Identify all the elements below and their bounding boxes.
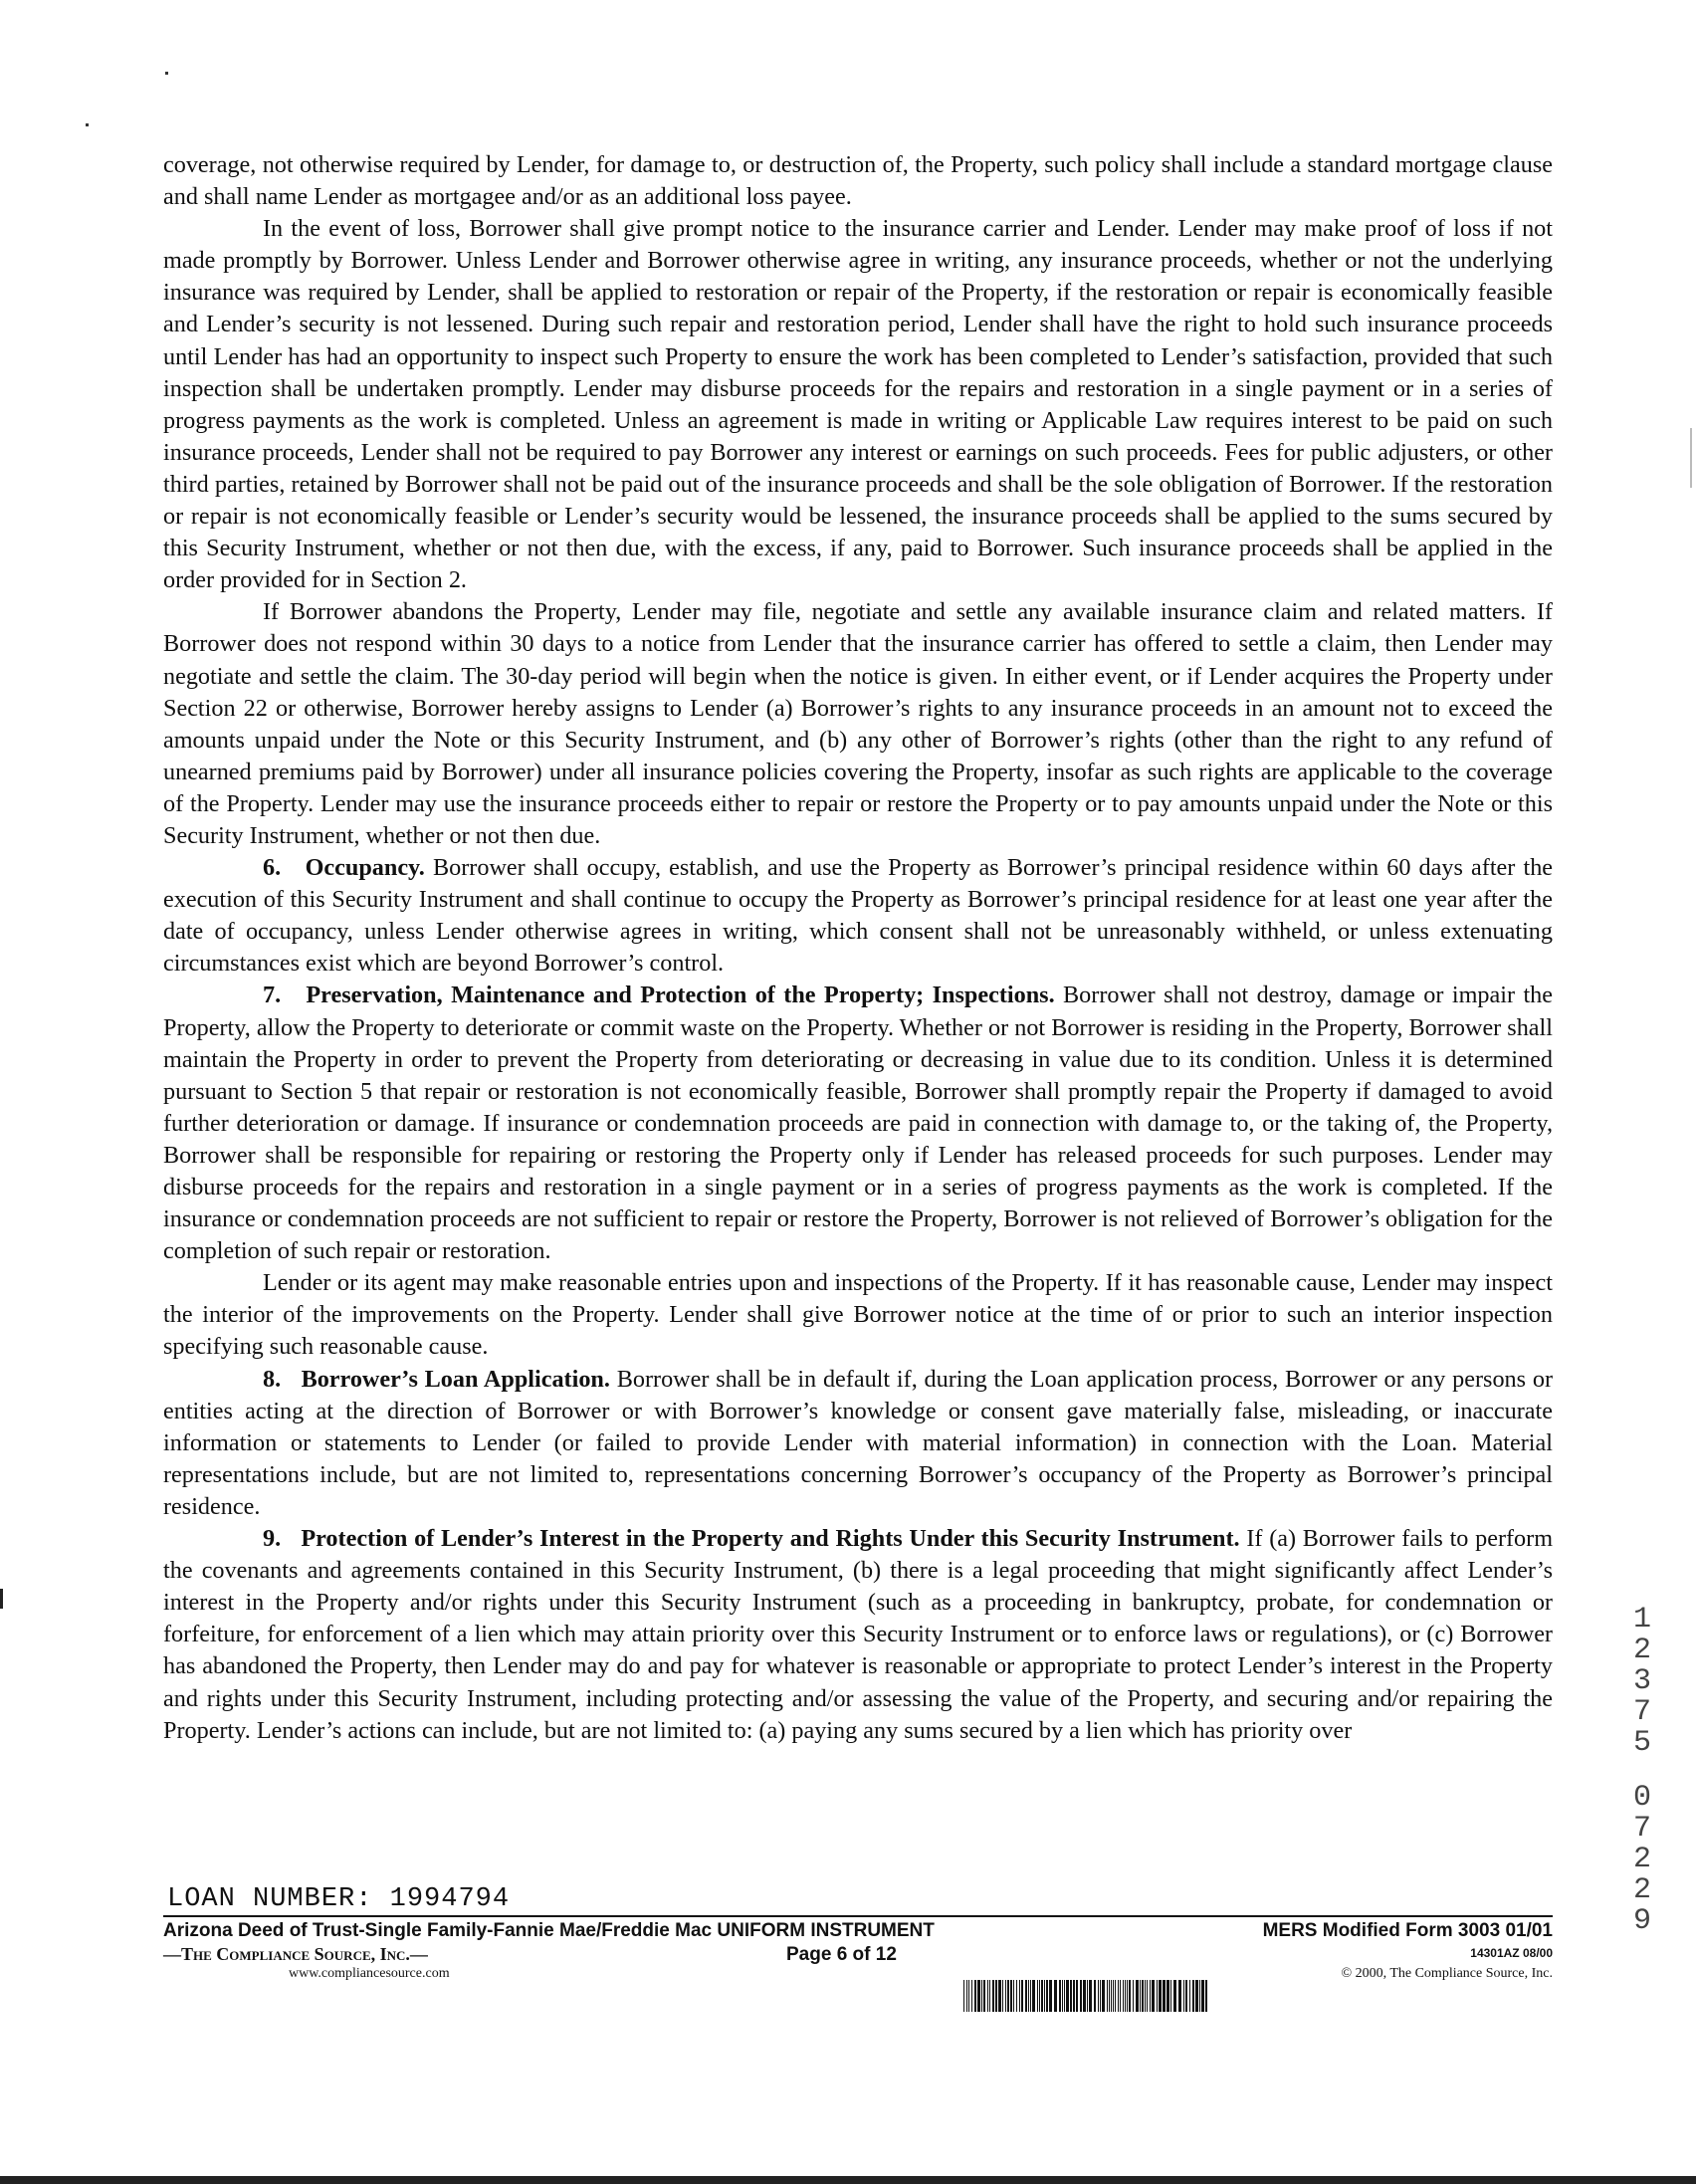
barcode-bar <box>1115 1980 1116 2012</box>
barcode-bar <box>1147 1980 1148 2012</box>
paragraph-text: In the event of loss, Borrower shall give prompt notice to the insurance carrier and Lender. Lender may make proof of loss if not made promptly by Borrower. Unless Lender and Borrower otherwise agree in writing, any insurance proceeds, whether or not the underlying insurance was required by Lender, shall be applied to restoration or repair of the Property, if the restoration or repair is economically feasible and Lender’s security is not lessened. During such repair and restoration period, Lender shall have the right to hold such insurance proceeds until Lender has had an opportunity to inspect such Property to ensure the work has been completed to Lender’s satisfaction, provided that such inspection shall be undertaken promptly. Lender may disburse proceeds for the repairs and restoration in a single payment or in a series of progress payments as the work is completed. Unless an agreement is made in writing or Applicable Law requires interest to be paid on such insurance proceeds, Lender shall not be required to pay Borrower any interest or earnings on such proceeds. Fees for public adjusters, or other third parties, retained by Borrower shall not be paid out of the insurance proceeds and shall be the sole obligation of Borrower. If the restoration or repair is not economically feasible or Lender’s security would be lessened, the insurance proceeds shall be applied to the sums secured by this Security Instrument, whether or not then due, with the excess, if any, paid to Borrower. Such insurance proceeds shall be applied in the order provided for in Section 2. <box>163 215 1553 594</box>
barcode-bar <box>1192 1980 1194 2012</box>
barcode-bar <box>1150 1980 1151 2012</box>
barcode-bar <box>1030 1980 1031 2012</box>
barcode-bar <box>1062 1980 1063 2012</box>
barcode-bar <box>1100 1980 1101 2012</box>
barcode-bar <box>1076 1980 1078 2012</box>
recording-digit: 3 <box>1632 1664 1651 1698</box>
barcode-bar <box>1041 1980 1043 2012</box>
paragraph-text: If Borrower abandons the Property, Lender may file, negotiate and settle any available insurance claim and related matters. If Borrower does not respond within 30 days to a notice from Lender that the insurance carrier has offered to settle a claim, then Lender may negotiate and settle the claim. The 30-day period will begin when the notice is given. In either event, or if Lender acquires the Property under Section 22 or otherwise, Borrower hereby assigns to Lender (a) Borrower’s rights to any insurance proceeds in an amount not to exceed the amounts unpaid under the Note or this Security Instrument, and (b) any other of Borrower’s rights (other than the right to any refund of unearned premiums paid by Borrower) under all insurance policies covering the Property, insofar as such rights are applicable to the coverage of the Property. Lender may use the insurance proceeds either to repair or restore the Property or to pay amounts unpaid under the Note or this Security Instrument, whether or not then due. <box>163 598 1553 849</box>
barcode-bar <box>983 1980 985 2012</box>
paragraph-text: Borrower shall be in default if, during the Loan application process, Borrower or any persons or entities acting at the direction of Borrower or with Borrower’s knowledge or consent gave materially false, misleading, or inaccurate information or statements to Lender (or failed to provide Lender with material information) in connection with the Loan. Material representations include, but are not limited to, representations concerning Borrower’s occupancy of the Property as Borrower’s principal residence. <box>163 1365 1554 1520</box>
barcode-bar <box>1120 1980 1121 2012</box>
barcode-bar <box>1173 1980 1176 2012</box>
barcode-bar <box>1044 1980 1045 2012</box>
barcode-bar <box>1094 1980 1096 2012</box>
barcode-bar <box>968 1980 969 2012</box>
barcode-bar <box>1140 1980 1141 2012</box>
barcode-bar <box>1125 1980 1126 2012</box>
barcode-bar <box>998 1980 1001 2012</box>
barcode-bar <box>1028 1980 1029 2012</box>
body-paragraph <box>163 596 1553 852</box>
barcode-bar <box>1142 1980 1144 2012</box>
barcode-bar <box>1159 1980 1162 2012</box>
barcode-bar <box>1111 1980 1112 2012</box>
barcode-bar <box>1185 1980 1187 2012</box>
barcode-bar <box>1010 1980 1012 2012</box>
deed-body-text <box>163 149 1553 1747</box>
section-number: 6. <box>263 854 282 882</box>
barcode-bar <box>1109 1980 1110 2012</box>
recording-digit: 7 <box>1632 1695 1651 1729</box>
form-code: 14301AZ 08/00 <box>1470 1946 1553 1960</box>
barcode-bar <box>963 1980 964 2012</box>
barcode-bar <box>1064 1980 1065 2012</box>
publisher-website: www.compliancesource.com <box>289 1966 450 1981</box>
recording-number-vertical <box>1622 1605 1662 1937</box>
barcode-bar <box>1205 1980 1207 2012</box>
section-number: 8. <box>263 1365 282 1393</box>
form-name: MERS Modified Form 3003 01/01 <box>1262 1920 1553 1941</box>
barcode-bar <box>1013 1980 1014 2012</box>
numbered-section-paragraph <box>163 852 1553 980</box>
barcode-bar <box>1102 1980 1105 2012</box>
barcode-bar <box>974 1980 976 2012</box>
barcode-bar <box>1178 1980 1181 2012</box>
numbered-section-paragraph <box>163 1364 1553 1523</box>
recording-digit: 2 <box>1632 1873 1651 1907</box>
barcode-bar <box>1080 1980 1082 2012</box>
barcode-bar <box>1054 1980 1057 2012</box>
barcode-bar <box>992 1980 994 2012</box>
barcode-bar <box>977 1980 980 2012</box>
barcode-bar <box>989 1980 990 2012</box>
barcode-bar <box>1195 1980 1198 2012</box>
barcode-bar <box>1037 1980 1038 2012</box>
scan-speck <box>86 123 89 126</box>
scan-speck <box>165 72 168 75</box>
barcode-bar <box>1113 1980 1114 2012</box>
barcode-bar <box>1145 1980 1146 2012</box>
barcode-bar <box>1170 1980 1171 2012</box>
recording-digit: 7 <box>1632 1812 1651 1846</box>
barcode-bar <box>1049 1980 1052 2012</box>
section-heading: Borrower’s Loan Application. <box>301 1365 610 1393</box>
barcode-bar <box>995 1980 997 2012</box>
barcode-bar <box>1098 1980 1099 2012</box>
section-heading: Preservation, Maintenance and Protection of the Property; Inspections. <box>306 982 1055 1009</box>
form-title: Arizona Deed of Trust-Single Family-Fannie Mae/Freddie Mac UNIFORM INSTRUMENT <box>163 1920 935 1941</box>
barcode-bar <box>1107 1980 1108 2012</box>
barcode-bar <box>1129 1980 1131 2012</box>
barcode-bar <box>1032 1980 1035 2012</box>
form-footer <box>163 1920 1553 2030</box>
barcode-bar <box>1087 1980 1088 2012</box>
barcode-bar <box>1066 1980 1069 2012</box>
barcode-bar <box>1007 1980 1009 2012</box>
publisher-name: —The Compliance Source, Inc.— <box>163 1944 428 1964</box>
copyright-notice: © 2000, The Compliance Source, Inc. <box>1341 1966 1553 1981</box>
barcode-bar <box>1089 1980 1092 2012</box>
recording-digit: 0 <box>1632 1781 1651 1815</box>
barcode-bar <box>1002 1980 1003 2012</box>
page-number: Page 6 of 12 <box>786 1944 897 1965</box>
barcode-bar <box>1163 1980 1166 2012</box>
barcode-bar <box>1133 1980 1134 2012</box>
barcode-bar <box>1019 1980 1020 2012</box>
recording-gap <box>1622 1759 1662 1783</box>
numbered-section-paragraph <box>163 1523 1553 1747</box>
section-number: 7. <box>263 982 282 1009</box>
barcode-bar <box>1123 1980 1124 2012</box>
paragraph-text: Lender or its agent may make reasonable entries upon and inspections of the Property. If it has reasonable cause, Lender may inspect the interior of the improvements on the Property. Lender shall give Borrower notice at the time of or prior to such an interior inspection specifying such reasonable cause. <box>163 1269 1553 1361</box>
barcode-bar <box>1166 1980 1169 2012</box>
scan-bottom-edge <box>0 2176 1696 2184</box>
barcode-bar <box>1016 1980 1017 2012</box>
paragraph-text: If (a) Borrower fails to perform the covenants and agreements contained in this Security Instrument, (b) there is a legal proceeding that might significantly affect Lender’s interest in the Property and/or rights under this Security Instrument (such as a proceeding in bankruptcy, probate, for condemnation or forfeiture, for enforcement of a lien which may attain priority over this Security Instrument or to enforce laws or regulations), or (c) Borrower has abandoned the Property, then Lender may do and pay for whatever is reasonable or appropriate to protect Lender’s interest in the Property and rights under this Security Instrument, including protecting and/or assessing the value of the Property, and securing and/or repairing the Property. Lender’s actions can include, but are not limited to: (a) paying any sums secured by a lien which has priority over <box>163 1525 1554 1744</box>
section-heading: Occupancy. <box>305 854 425 882</box>
body-paragraph <box>163 1267 1553 1363</box>
barcode-bar <box>1059 1980 1061 2012</box>
barcode-bar <box>1136 1980 1139 2012</box>
barcode-bar <box>1183 1980 1184 2012</box>
barcode-bar <box>1039 1980 1040 2012</box>
numbered-section-paragraph <box>163 980 1553 1267</box>
recording-digit: 9 <box>1632 1904 1651 1938</box>
barcode-bar <box>981 1980 982 2012</box>
section-number: 9. <box>263 1525 282 1553</box>
recording-digit: 1 <box>1632 1603 1651 1637</box>
scan-edge-mark <box>0 1589 3 1609</box>
barcode-bar <box>971 1980 972 2012</box>
barcode-bar <box>1152 1980 1155 2012</box>
barcode-bar <box>1189 1980 1190 2012</box>
barcode-bar <box>1083 1980 1086 2012</box>
barcode-bar <box>1025 1980 1027 2012</box>
barcode-bar <box>1118 1980 1119 2012</box>
barcode-bar <box>987 1980 988 2012</box>
paragraph-text: coverage, not otherwise required by Lender, for damage to, or destruction of, the Property, such policy shall include a standard mortgage clause and shall name Lender as mortgagee and/or as an additional loss payee. <box>163 151 1553 211</box>
barcode-bar <box>1070 1980 1072 2012</box>
barcode-bar <box>1046 1980 1048 2012</box>
barcode-bar <box>1021 1980 1023 2012</box>
barcode-bar <box>1127 1980 1128 2012</box>
barcode-bar <box>1201 1980 1204 2012</box>
recording-digit: 2 <box>1632 1843 1651 1876</box>
section-heading: Protection of Lender’s Interest in the Property and Rights Under this Security Instrument. <box>301 1525 1240 1553</box>
recording-digit: 5 <box>1632 1726 1651 1760</box>
body-paragraph <box>163 149 1553 213</box>
barcode-bar <box>1005 1980 1006 2012</box>
recording-digit: 2 <box>1632 1634 1651 1667</box>
barcode-bar <box>1073 1980 1075 2012</box>
paragraph-text: Borrower shall not destroy, damage or impair the Property, allow the Property to deteriorate or commit waste on the Property. Whether or not Borrower is residing in the Property, Borrower shall maintain the Property in order to prevent the Property from deteriorating or decreasing in value due to its condition. Unless it is determined pursuant to Section 5 that repair or restoration is not economically feasible, Borrower shall promptly repair the Property if damaged to avoid further deterioration or damage. If insurance or condemnation proceeds are paid in connection with damage to, or the taking of, the Property, Borrower shall be responsible for repairing or restoring the Property only if Lender has released proceeds for such purposes. Lender may disburse proceeds for the repairs and restoration in a single payment or in a series of progress payments as the work is completed. If the insurance or condemnation proceeds are not sufficient to repair or restore the Property, Borrower is not relieved of Borrower’s obligation for the completion of such repair or restoration. <box>163 982 1553 1265</box>
scan-edge-mark <box>1690 428 1692 488</box>
barcode-bar <box>1157 1980 1158 2012</box>
barcode <box>963 1980 1208 2012</box>
footer-rule <box>163 1915 1553 1917</box>
loan-number: LOAN NUMBER: 1994794 <box>167 1884 511 1914</box>
barcode-bar <box>1199 1980 1200 2012</box>
paragraph-text: Borrower shall occupy, establish, and use the Property as Borrower’s principal residence within 60 days after the execution of this Security Instrument and shall continue to occupy the Property as Borrower’s principal residence for at least one year after the date of occupancy, unless Lender otherwise agrees in writing, which consent shall not be unreasonably withheld, or unless extenuating circumstances exist which are beyond Borrower’s control. <box>163 854 1554 978</box>
body-paragraph <box>163 213 1553 596</box>
barcode-bar <box>966 1980 967 2012</box>
